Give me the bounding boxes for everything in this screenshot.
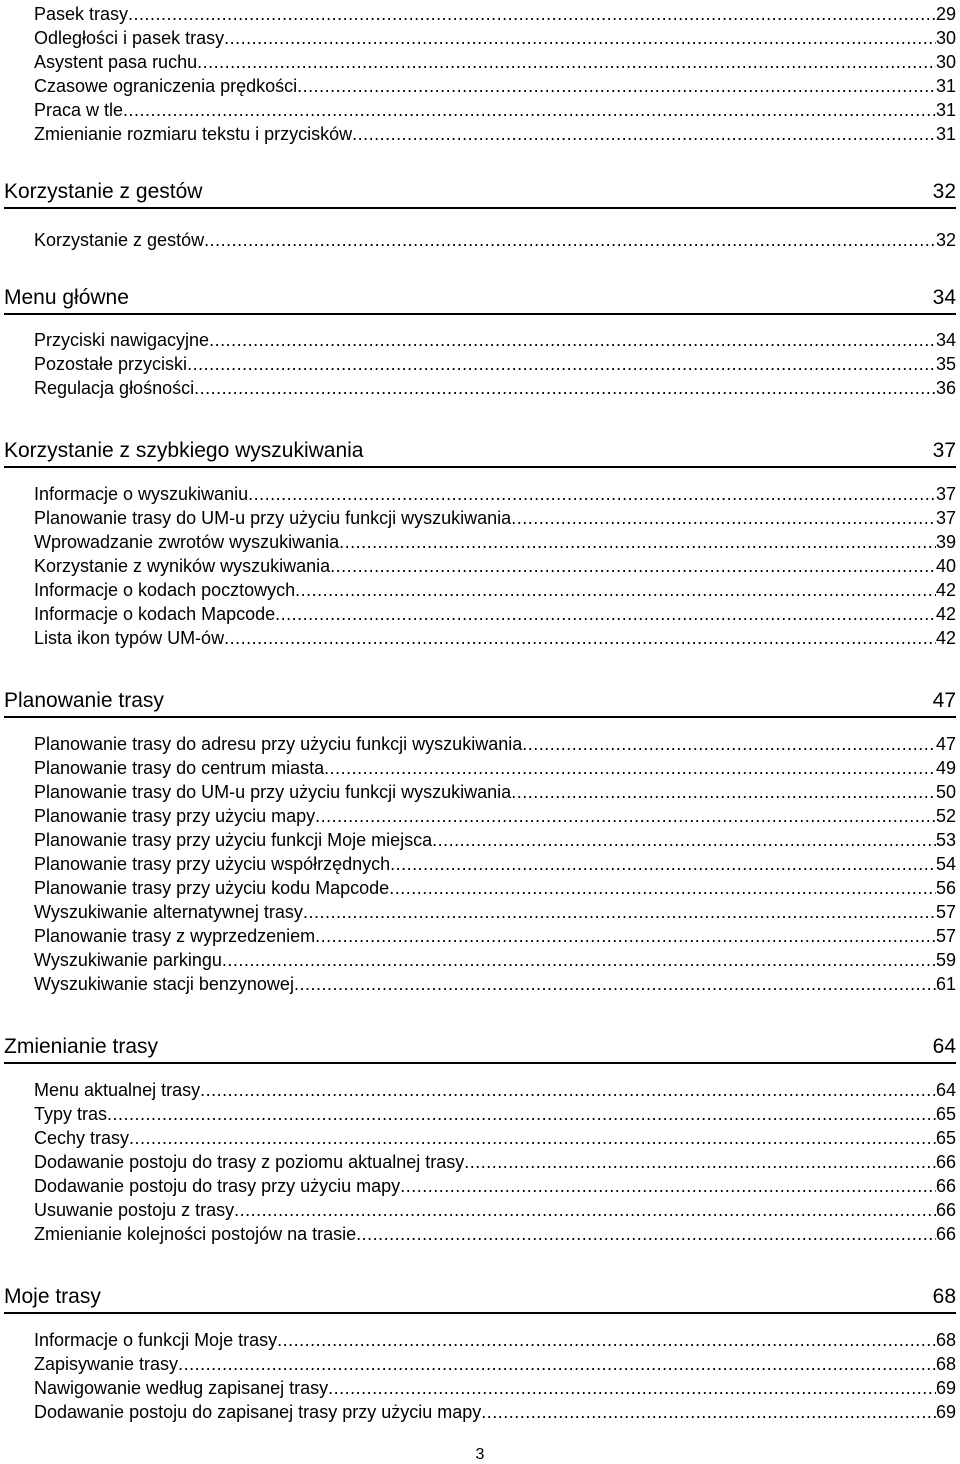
toc-entry-page: 69 bbox=[935, 1402, 956, 1422]
toc-entry-title: Planowanie trasy do centrum miasta bbox=[34, 758, 325, 778]
dot-leader bbox=[303, 902, 936, 922]
toc-entry[interactable] bbox=[34, 922, 956, 946]
toc-entry-title: Przyciski nawigacyjne bbox=[34, 330, 210, 350]
toc-entry[interactable] bbox=[34, 754, 956, 778]
dot-leader bbox=[400, 1176, 936, 1196]
toc-entry-page: 47 bbox=[935, 734, 956, 754]
toc-entry-title: Planowanie trasy przy użyciu funkcji Moje miejsca bbox=[34, 830, 433, 850]
toc-entry[interactable] bbox=[34, 874, 956, 898]
toc-entry[interactable] bbox=[34, 552, 956, 576]
dot-leader bbox=[197, 52, 936, 72]
dot-leader bbox=[123, 100, 936, 120]
toc-entry-title: Planowanie trasy do UM-u przy użyciu funkcji wyszukiwania bbox=[34, 508, 512, 528]
toc-entry-title: Planowanie trasy do UM-u przy użyciu funkcji wyszukiwania bbox=[34, 782, 512, 802]
toc-entry[interactable] bbox=[34, 1100, 956, 1124]
toc-entry[interactable] bbox=[34, 504, 956, 528]
toc-entry[interactable] bbox=[34, 1196, 956, 1220]
dot-leader bbox=[352, 124, 936, 144]
toc-entry-page: 42 bbox=[935, 628, 956, 648]
section-title: Moje trasy bbox=[4, 1285, 101, 1308]
toc-entry-page: 64 bbox=[935, 1080, 956, 1100]
toc-entry-title: Dodawanie postoju do zapisanej trasy przy użyciu mapy bbox=[34, 1402, 482, 1422]
section-title: Korzystanie z szybkiego wyszukiwania bbox=[4, 439, 364, 462]
toc-entry-title: Korzystanie z gestów bbox=[34, 230, 205, 250]
toc-entry[interactable] bbox=[34, 48, 956, 72]
toc-entry-title: Regulacja głośności bbox=[34, 378, 195, 398]
dot-leader bbox=[204, 230, 936, 250]
dot-leader bbox=[234, 1200, 936, 1220]
section-heading[interactable] bbox=[4, 435, 956, 468]
toc-entry-page: 42 bbox=[935, 604, 956, 624]
dot-leader bbox=[128, 4, 936, 24]
dot-leader bbox=[511, 782, 936, 802]
toc-entry-title: Cechy trasy bbox=[34, 1128, 130, 1148]
toc-entry-page: 66 bbox=[935, 1176, 956, 1196]
toc-entry-title: Usuwanie postoju z trasy bbox=[34, 1200, 235, 1220]
toc-entry-title: Odległości i pasek trasy bbox=[34, 28, 225, 48]
toc-entry[interactable] bbox=[34, 24, 956, 48]
toc-entry[interactable] bbox=[34, 72, 956, 96]
dot-leader bbox=[356, 1224, 936, 1244]
toc-entry-title: Planowanie trasy do adresu przy użyciu funkcji wyszukiwania bbox=[34, 734, 523, 754]
toc-entry-title: Planowanie trasy przy użyciu współrzędnych bbox=[34, 854, 391, 874]
toc-entry[interactable] bbox=[34, 1148, 956, 1172]
toc-entry[interactable] bbox=[34, 120, 956, 144]
dot-leader bbox=[315, 806, 936, 826]
toc-entry-title: Zmienianie rozmiaru tekstu i przycisków bbox=[34, 124, 353, 144]
toc-entry-page: 37 bbox=[935, 484, 956, 504]
toc-entry-page: 35 bbox=[935, 354, 956, 374]
section-heading[interactable] bbox=[4, 685, 956, 718]
toc-entry-page: 40 bbox=[935, 556, 956, 576]
section-page: 32 bbox=[932, 180, 956, 203]
section-title: Zmienianie trasy bbox=[4, 1035, 159, 1058]
toc-entry[interactable] bbox=[34, 1172, 956, 1196]
toc-entry-title: Pasek trasy bbox=[34, 4, 129, 24]
toc-entry-page: 31 bbox=[935, 76, 956, 96]
toc-entry-page: 31 bbox=[935, 100, 956, 120]
dot-leader bbox=[178, 1354, 936, 1374]
toc-entry-title: Planowanie trasy z wyprzedzeniem bbox=[34, 926, 316, 946]
dot-leader bbox=[481, 1402, 936, 1422]
toc-entry-page: 50 bbox=[935, 782, 956, 802]
toc-entry-page: 37 bbox=[935, 508, 956, 528]
toc-entry-page: 57 bbox=[935, 926, 956, 946]
dot-leader bbox=[248, 484, 936, 504]
toc-entry-page: 52 bbox=[935, 806, 956, 826]
dot-leader bbox=[297, 76, 936, 96]
dot-leader bbox=[295, 580, 936, 600]
toc-entry-page: 29 bbox=[935, 4, 956, 24]
toc-entry-title: Wprowadzanie zwrotów wyszukiwania bbox=[34, 532, 340, 552]
toc-entry-page: 31 bbox=[935, 124, 956, 144]
toc-entry[interactable] bbox=[34, 1350, 956, 1374]
toc-entry-page: 66 bbox=[935, 1152, 956, 1172]
toc-entry[interactable] bbox=[34, 480, 956, 504]
dot-leader bbox=[129, 1128, 936, 1148]
toc-entry-page: 49 bbox=[935, 758, 956, 778]
toc-entry-page: 65 bbox=[935, 1128, 956, 1148]
toc-entry[interactable] bbox=[34, 1220, 956, 1244]
toc-entry-title: Dodawanie postoju do trasy przy użyciu mapy bbox=[34, 1176, 401, 1196]
toc-entry[interactable] bbox=[34, 1124, 956, 1148]
toc-entry-page: 68 bbox=[935, 1330, 956, 1350]
toc-entry-page: 30 bbox=[935, 28, 956, 48]
dot-leader bbox=[511, 508, 936, 528]
dot-leader bbox=[522, 734, 936, 754]
toc-entry[interactable] bbox=[34, 898, 956, 922]
toc-entry-page: 32 bbox=[935, 230, 956, 250]
toc-entry-page: 54 bbox=[935, 854, 956, 874]
toc-entry-page: 36 bbox=[935, 378, 956, 398]
section-page: 64 bbox=[932, 1035, 956, 1058]
toc-entry[interactable] bbox=[34, 374, 956, 398]
dot-leader bbox=[328, 1378, 936, 1398]
dot-leader bbox=[200, 1080, 936, 1100]
toc-entry[interactable] bbox=[34, 624, 956, 648]
toc-entry-title: Asystent pasa ruchu bbox=[34, 52, 198, 72]
section-page: 34 bbox=[932, 286, 956, 309]
section-title: Menu główne bbox=[4, 286, 129, 309]
toc-entry-title: Wyszukiwanie stacji benzynowej bbox=[34, 974, 294, 994]
toc-entry[interactable] bbox=[34, 1374, 956, 1398]
toc-entry[interactable] bbox=[34, 528, 956, 552]
toc-entry-title: Pozostałe przyciski bbox=[34, 354, 188, 374]
toc-entry[interactable] bbox=[34, 226, 956, 250]
toc-entry-page: 57 bbox=[935, 902, 956, 922]
dot-leader bbox=[464, 1152, 936, 1172]
toc-entry-title: Dodawanie postoju do trasy z poziomu aktualnej trasy bbox=[34, 1152, 465, 1172]
dot-leader bbox=[339, 532, 936, 552]
toc-entry-page: 68 bbox=[935, 1354, 956, 1374]
toc-entry-title: Zapisywanie trasy bbox=[34, 1354, 179, 1374]
toc-entry[interactable] bbox=[34, 1398, 956, 1422]
toc-entry-title: Praca w tle bbox=[34, 100, 124, 120]
toc-entry[interactable] bbox=[34, 600, 956, 624]
dot-leader bbox=[390, 854, 936, 874]
toc-entry-title: Typy tras bbox=[34, 1104, 108, 1124]
toc-entry-title: Zmienianie kolejności postojów na trasie bbox=[34, 1224, 357, 1244]
toc-entry-title: Informacje o funkcji Moje trasy bbox=[34, 1330, 278, 1350]
toc-entry-title: Wyszukiwanie parkingu bbox=[34, 950, 222, 970]
toc-entry-page: 42 bbox=[935, 580, 956, 600]
toc-entry-title: Informacje o kodach pocztowych bbox=[34, 580, 296, 600]
dot-leader bbox=[294, 974, 936, 994]
toc-entry[interactable] bbox=[34, 850, 956, 874]
toc-entry-page: 30 bbox=[935, 52, 956, 72]
toc-entry-title: Planowanie trasy przy użyciu mapy bbox=[34, 806, 316, 826]
section-title: Korzystanie z gestów bbox=[4, 180, 203, 203]
dot-leader bbox=[194, 378, 936, 398]
toc-entry[interactable] bbox=[34, 946, 956, 970]
section-page: 47 bbox=[932, 689, 956, 712]
toc-entry-title: Korzystanie z wyników wyszukiwania bbox=[34, 556, 331, 576]
toc-entry-title: Wyszukiwanie alternatywnej trasy bbox=[34, 902, 303, 922]
toc-entry-page: 56 bbox=[935, 878, 956, 898]
dot-leader bbox=[315, 926, 936, 946]
dot-leader bbox=[277, 1330, 936, 1350]
toc-entry-page: 65 bbox=[935, 1104, 956, 1124]
toc-entry[interactable] bbox=[34, 802, 956, 826]
section-heading[interactable] bbox=[4, 282, 956, 315]
toc-entry-title: Lista ikon typów UM-ów bbox=[34, 628, 225, 648]
toc-entry[interactable] bbox=[34, 1326, 956, 1350]
toc-entry[interactable] bbox=[34, 826, 956, 850]
toc-entry-title: Informacje o wyszukiwaniu bbox=[34, 484, 249, 504]
dot-leader bbox=[187, 354, 936, 374]
section-heading[interactable] bbox=[4, 176, 956, 209]
toc-entry-page: 66 bbox=[935, 1200, 956, 1220]
dot-leader bbox=[107, 1104, 936, 1124]
toc-entry[interactable] bbox=[34, 0, 956, 24]
toc-entry-title: Czasowe ograniczenia prędkości bbox=[34, 76, 298, 96]
toc-entry[interactable] bbox=[34, 350, 956, 374]
section-heading[interactable] bbox=[4, 1031, 956, 1064]
page-number: 3 bbox=[475, 1446, 485, 1463]
toc-entry[interactable] bbox=[34, 326, 956, 350]
toc-entry[interactable] bbox=[34, 778, 956, 802]
toc-entry-page: 39 bbox=[935, 532, 956, 552]
dot-leader bbox=[324, 758, 936, 778]
section-title: Planowanie trasy bbox=[4, 689, 164, 712]
toc-entry[interactable] bbox=[34, 730, 956, 754]
dot-leader bbox=[224, 628, 936, 648]
toc-entry-title: Menu aktualnej trasy bbox=[34, 1080, 201, 1100]
toc-entry-page: 53 bbox=[935, 830, 956, 850]
toc-entry-page: 61 bbox=[935, 974, 956, 994]
section-heading[interactable] bbox=[4, 1281, 956, 1314]
toc-entry-title: Planowanie trasy przy użyciu kodu Mapcode bbox=[34, 878, 390, 898]
toc-entry[interactable] bbox=[34, 970, 956, 994]
toc-entry-page: 34 bbox=[935, 330, 956, 350]
section-page: 37 bbox=[932, 439, 956, 462]
dot-leader bbox=[432, 830, 936, 850]
toc-entry-title: Nawigowanie według zapisanej trasy bbox=[34, 1378, 329, 1398]
toc-entry[interactable] bbox=[34, 576, 956, 600]
toc-entry[interactable] bbox=[34, 96, 956, 120]
toc-entry-title: Informacje o kodach Mapcode bbox=[34, 604, 276, 624]
section-page: 68 bbox=[932, 1285, 956, 1308]
dot-leader bbox=[224, 28, 936, 48]
dot-leader bbox=[222, 950, 936, 970]
toc-entry[interactable] bbox=[34, 1076, 956, 1100]
dot-leader bbox=[389, 878, 936, 898]
toc-entry-page: 69 bbox=[935, 1378, 956, 1398]
dot-leader bbox=[330, 556, 936, 576]
toc-entry-page: 59 bbox=[935, 950, 956, 970]
dot-leader bbox=[209, 330, 936, 350]
dot-leader bbox=[275, 604, 936, 624]
toc-entry-page: 66 bbox=[935, 1224, 956, 1244]
